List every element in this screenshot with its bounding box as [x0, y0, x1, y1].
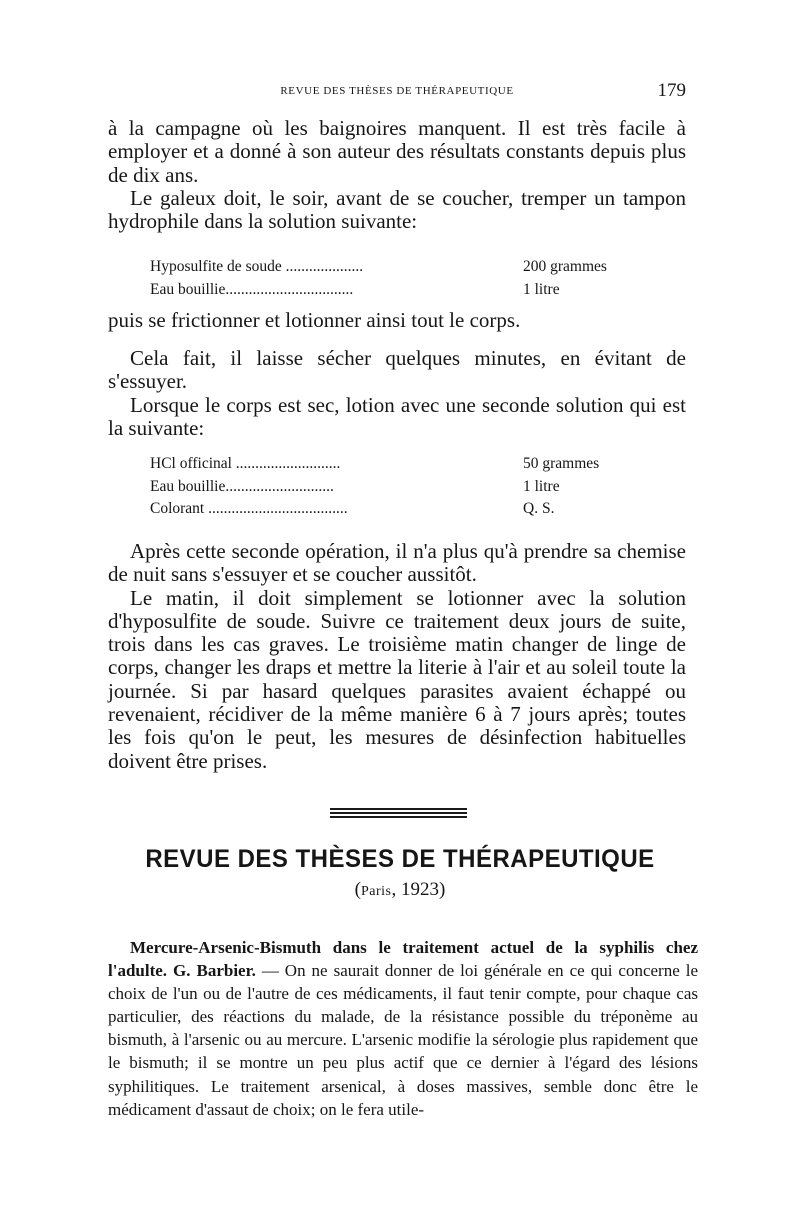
paragraph-friction: puis se frictionner et lotionner ainsi tout le corps.	[108, 308, 521, 332]
recipe-first-solution	[150, 258, 650, 303]
divider-line	[330, 812, 467, 814]
running-title: REVUE DES THÈSES DE THÉRAPEUTIQUE	[280, 85, 514, 97]
divider-line	[330, 816, 467, 818]
body-text-middle	[108, 309, 686, 332]
thesis-abstract	[108, 936, 698, 1121]
recipe-ingredient: HCl officinal ...........................	[150, 455, 341, 472]
recipe-ingredient: Eau bouillie............................	[150, 477, 334, 495]
paragraph-morning: Le matin, il doit simplement se lotionner avec la solution d'hyposulfite de soude. Suivre ce traitement deux jours de suite, trois dans les cas graves. Le troisième matin changer de linge de corps, changer les draps et mettre la literie à l'air et au soleil toute la journée. Si par hasard quelques parasites avaient échappé ou revenaient, récidiver de la même manière 6 à 7 jours après; toutes les fois qu'on le peut, les mesures de désinfection habituelles doivent être prises.	[108, 585, 686, 773]
abstract-heading: Mercure-Arsenic-Bismuth dans le traitement actuel de la syphilis chez l'adulte. G. Barbier.	[108, 938, 698, 981]
section-title: REVUE DES THÈSES DE THÉRAPEUTIQUE	[145, 845, 655, 873]
subtitle-city: Paris	[361, 884, 392, 899]
paragraph-second-solution: Lorsque le corps est sec, lotion avec une seconde solution qui est la suivante:	[108, 392, 686, 440]
recipe-quantity: 1 litre	[523, 280, 560, 298]
recipe-ingredient: Colorant ....................................	[150, 500, 348, 517]
paragraph-after-operation: Après cette seconde opération, il n'a plus qu'à prendre sa chemise de nuit sans s'essuyer et se coucher aussitôt.	[108, 539, 686, 587]
paragraph-drying: Cela fait, il laisse sécher quelques minutes, en évitant de s'essuyer.	[108, 346, 686, 394]
running-head	[108, 80, 686, 104]
recipe-row	[150, 455, 650, 478]
body-text-bottom	[108, 540, 686, 773]
recipe-row	[150, 281, 650, 304]
recipe-row	[150, 500, 650, 523]
recipe-second-solution	[150, 455, 650, 523]
body-text-top	[108, 117, 686, 233]
recipe-quantity: 1 litre	[523, 477, 560, 495]
page-number: 179	[657, 80, 686, 101]
abstract-body: — On ne saurait donner de loi générale en ce qui concerne le choix de l'un ou de l'autre de ces médicaments, il faut tenir compte, pour chaque cas particulier, des réactions du malade, de la résistance possible du tréponème au bismuth, à l'arsenic ou au mercure. L'arsenic modifie la sérologie plus rapidement que le bismuth; il se montre un peu plus actif que ce dernier à l'égard des lésions syphilitiques. Le traitement arsenical, à doses massives, semble donc être le médicament d'assaut de choix; on le fera utile-	[108, 961, 698, 1119]
body-text-second	[108, 347, 686, 440]
recipe-quantity: Q. S.	[523, 500, 555, 517]
recipe-row	[150, 258, 650, 281]
subtitle-open: (	[354, 879, 361, 900]
recipe-ingredient: Hyposulfite de soude ....................	[150, 258, 364, 275]
section-divider	[330, 808, 467, 820]
subtitle-year: , 1923)	[391, 879, 446, 900]
recipe-quantity: 200 grammes	[523, 258, 607, 275]
divider-line	[330, 808, 467, 810]
recipe-row	[150, 478, 650, 501]
section-subtitle	[80, 879, 720, 901]
recipe-quantity: 50 grammes	[523, 455, 600, 472]
paragraph-continuation: à la campagne où les baignoires manquent. Il est très facile à employer et a donné à son auteur des résultats constants depuis plus de dix ans.	[108, 116, 686, 187]
recipe-ingredient: Eau bouillie.................................	[150, 280, 354, 298]
paragraph-instructions: Le galeux doit, le soir, avant de se coucher, tremper un tampon hydrophile dans la solution suivante:	[108, 185, 686, 234]
